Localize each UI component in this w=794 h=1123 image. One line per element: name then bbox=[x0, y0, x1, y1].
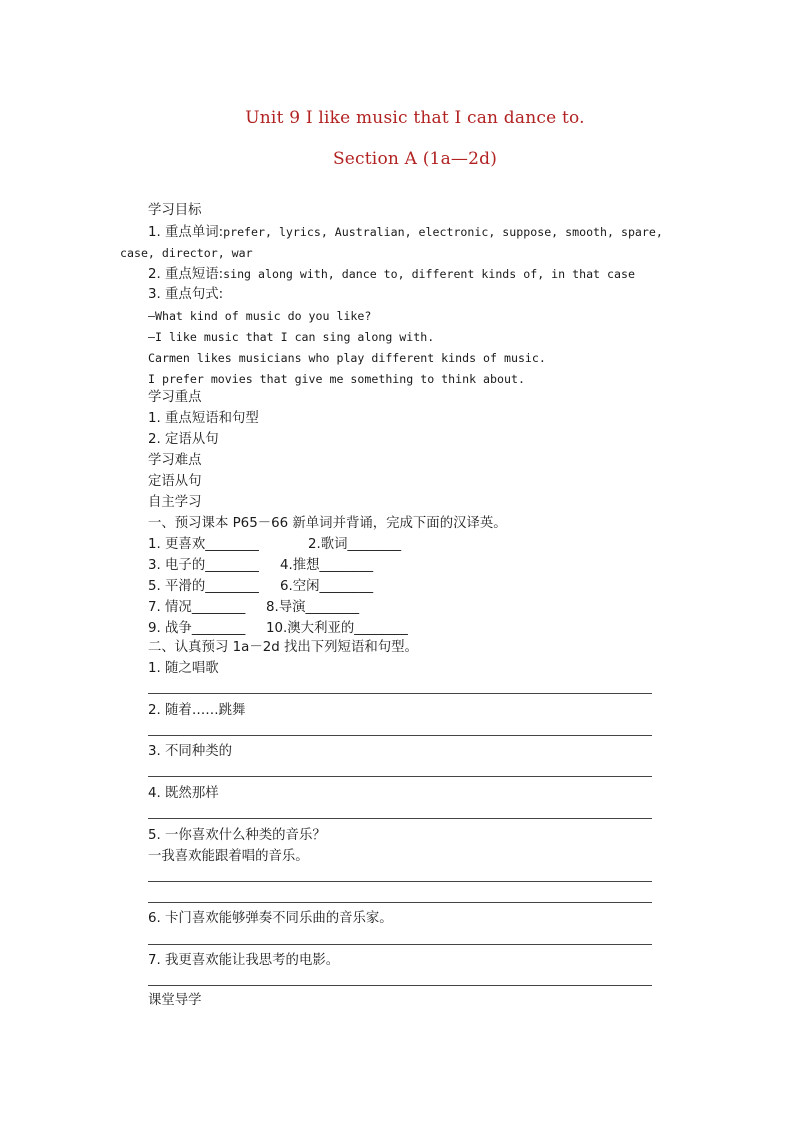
part2-instruction: 二、认真预习 1a－2d 找出下列短语和句型。 bbox=[148, 640, 418, 655]
answer-line bbox=[148, 944, 652, 945]
answer-line bbox=[148, 902, 652, 903]
vocab-blank: 10.澳大利亚的________ bbox=[266, 621, 408, 636]
vocab-blank: 5. 平滑的________ bbox=[148, 579, 259, 594]
answer-line bbox=[148, 881, 652, 882]
phrase-item: 3. 不同种类的 bbox=[148, 744, 232, 759]
vocab-blank: 9. 战争________ bbox=[148, 621, 246, 636]
vocab-blank: 7. 情况________ bbox=[148, 600, 246, 615]
objectives-heading: 学习目标 bbox=[148, 203, 202, 218]
answer-line bbox=[148, 735, 652, 736]
phrases-line bbox=[148, 266, 635, 283]
phrase-item: 2. 随着……跳舞 bbox=[148, 703, 246, 718]
section-title: Section A (1a—2d) bbox=[332, 149, 498, 169]
sentence-line: Carmen likes musicians who play different kinds of music. bbox=[148, 351, 546, 365]
vocab-blank: 1. 更喜欢________ bbox=[148, 537, 259, 552]
phrases-label: 2. 重点短语: bbox=[148, 267, 224, 282]
vocab-exercise-row bbox=[148, 621, 408, 637]
answer-line bbox=[148, 776, 652, 777]
phrase-item: 4. 既然那样 bbox=[148, 786, 219, 801]
phrase-item: 1. 随之唱歌 bbox=[148, 661, 219, 676]
phrases-words: sing along with, dance to, different kinds of, in that case bbox=[223, 267, 635, 281]
phrase-item: 6. 卡门喜欢能够弹奏不同乐曲的音乐家。 bbox=[148, 911, 393, 926]
part1-instruction: 一、预习课本 P65－66 新单词并背诵，完成下面的汉译英。 bbox=[148, 516, 507, 531]
answer-line bbox=[148, 985, 652, 986]
sentence-line: I prefer movies that give me something to think about. bbox=[148, 372, 525, 386]
vocab-words: prefer, lyrics, Australian, electronic, suppose, smooth, spare, bbox=[223, 225, 663, 239]
sentence-line: —I like music that I can sing along with. bbox=[148, 330, 435, 344]
vocab-blank: 4.推想________ bbox=[280, 558, 374, 573]
vocab-exercise-row bbox=[148, 600, 359, 616]
vocab-words-cont: case, director, war bbox=[120, 246, 253, 260]
vocab-line bbox=[148, 224, 663, 241]
phrase-item: 一我喜欢能跟着唱的音乐。 bbox=[148, 849, 309, 864]
phrase-item: 5. 一你喜欢什么种类的音乐？ bbox=[148, 828, 326, 843]
phrase-item: 7. 我更喜欢能让我思考的电影。 bbox=[148, 953, 340, 968]
vocab-exercise-row bbox=[148, 558, 373, 574]
answer-line bbox=[148, 693, 652, 694]
sentences-label: 3. 重点句式: bbox=[148, 287, 224, 302]
answer-line bbox=[148, 818, 652, 819]
classroom-heading: 课堂导学 bbox=[148, 993, 202, 1008]
key-points-heading: 学习重点 bbox=[148, 390, 202, 405]
vocab-label: 1. 重点单词: bbox=[148, 225, 224, 240]
vocab-blank: 3. 电子的________ bbox=[148, 558, 259, 573]
vocab-blank: 8.导演________ bbox=[266, 600, 360, 615]
sentence-line: —What kind of music do you like? bbox=[148, 309, 372, 323]
vocab-exercise-row bbox=[148, 579, 373, 595]
key-point-item: 2. 定语从句 bbox=[148, 432, 219, 447]
vocab-blank: 2.歌词________ bbox=[308, 537, 402, 552]
vocab-blank: 6.空闲________ bbox=[280, 579, 374, 594]
difficulties-heading: 学习难点 bbox=[148, 453, 202, 468]
unit-title: Unit 9 I like music that I can dance to. bbox=[245, 108, 585, 128]
key-point-item: 1. 重点短语和句型 bbox=[148, 411, 259, 426]
vocab-exercise-row bbox=[148, 537, 401, 553]
self-study-heading: 自主学习 bbox=[148, 495, 202, 510]
difficulty-item: 定语从句 bbox=[148, 474, 202, 489]
